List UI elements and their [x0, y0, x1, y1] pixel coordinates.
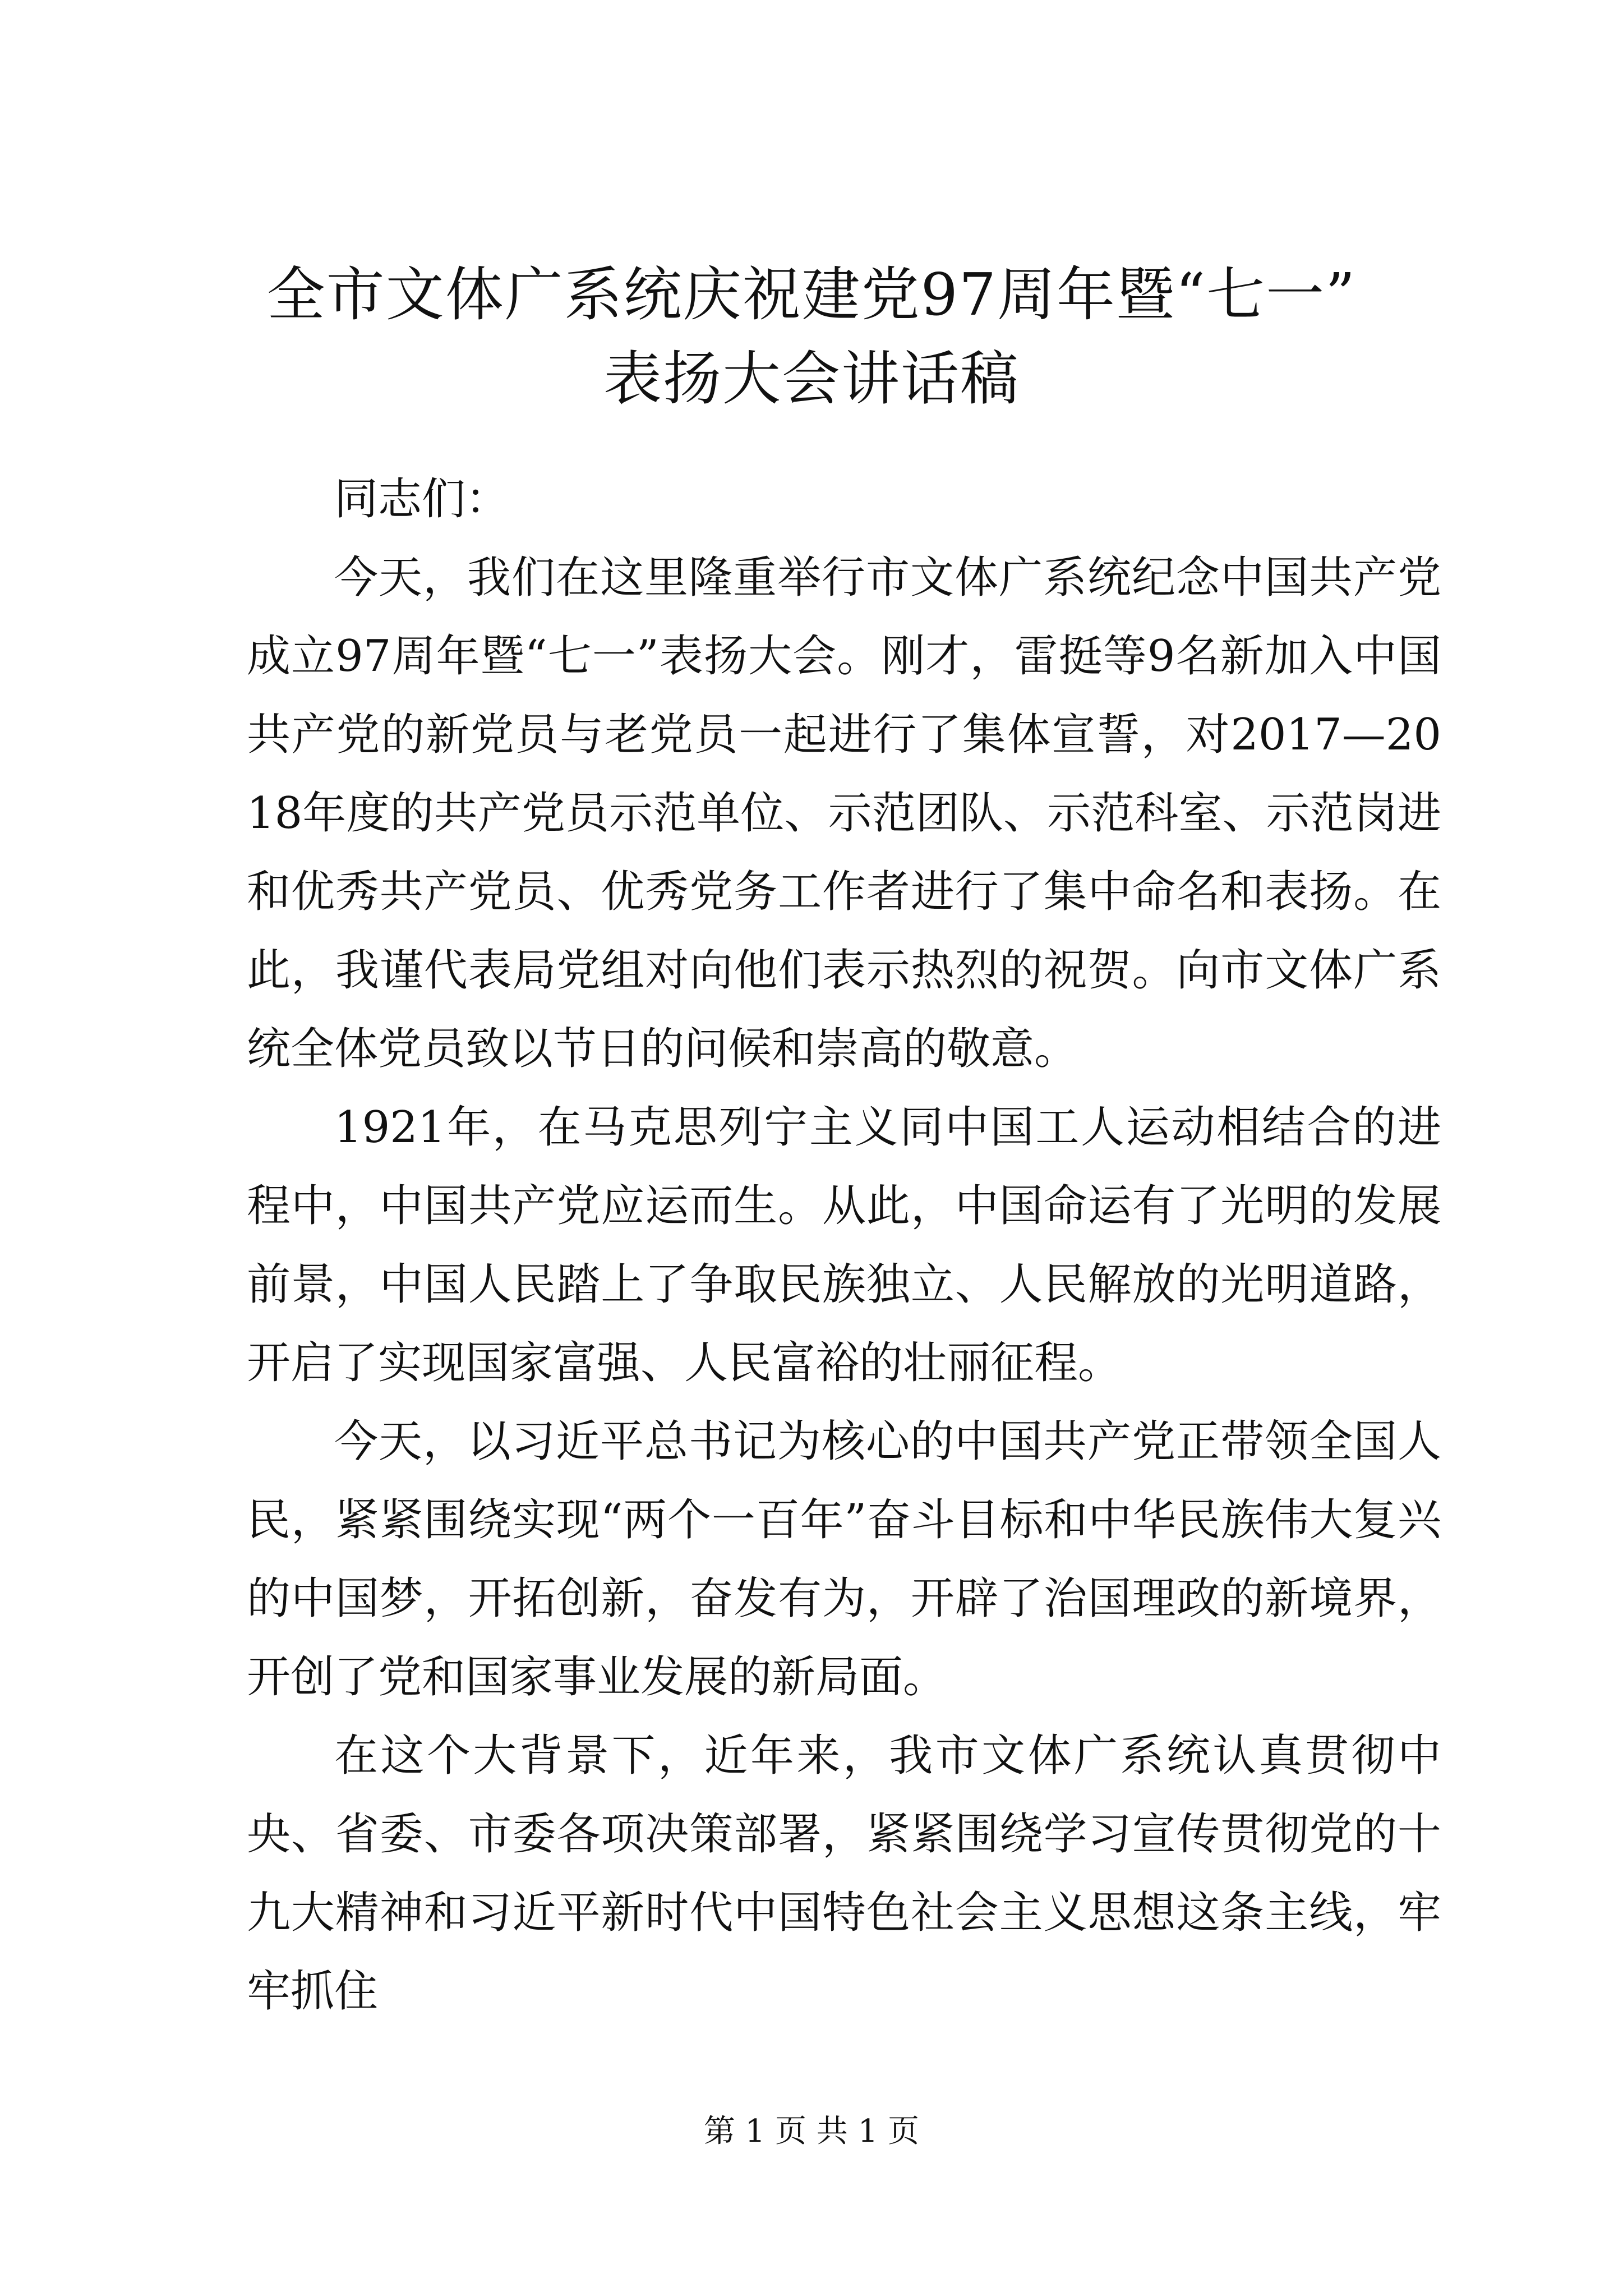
- salutation-paragraph: 同志们：: [334, 474, 510, 524]
- page-footer: 第 1 页 共 1 页: [703, 2113, 920, 2150]
- document-title: [224, 252, 1399, 421]
- title-line-2: 表扬大会讲话稿: [603, 344, 1020, 413]
- title-line-1: 全市文体广系统庆祝建党97周年暨“七一”: [266, 260, 1357, 329]
- body-paragraph: 在这个大背景下，近年来，我市文体广系统认真贯彻中央、省委、市委各项决策部署，紧紧围绕学习宣传贯彻党的十九大精神和习近平新时代中国特色社会主义思想这条主线，牢牢抓住: [247, 1731, 1441, 2017]
- document-body: [247, 460, 1441, 2031]
- body-paragraph: 1921年，在马克思列宁主义同中国工人运动相结合的进程中，中国共产党应运而生。从此，中国命运有了光明的发展前景，中国人民踏上了争取民族独立、人民解放的光明道路，开启了实现国家富强、人民富裕的壮丽征程。: [247, 1102, 1441, 1388]
- body-paragraph: 今天，以习近平总书记为核心的中国共产党正带领全国人民，紧紧围绕实现“两个一百年”奋斗目标和中华民族伟大复兴的中国梦，开拓创新，奋发有为，开辟了治国理政的新境界，开创了党和国家事业发展的新局面。: [247, 1416, 1441, 1703]
- body-paragraph: 今天，我们在这里隆重举行市文体广系统纪念中国共产党成立97周年暨“七一”表扬大会。刚才，雷挺等9名新加入中国共产党的新党员与老党员一起进行了集体宣誓，对2017—2018年度的共产党员示范单位、示范团队、示范科室、示范岗进和优秀共产党员、优秀党务工作者进行了集中命名和表扬。在此，我谨代表局党组对向他们表示热烈的祝贺。向市文体广系统全体党员致以节日的问候和崇高的敬意。: [247, 553, 1441, 1074]
